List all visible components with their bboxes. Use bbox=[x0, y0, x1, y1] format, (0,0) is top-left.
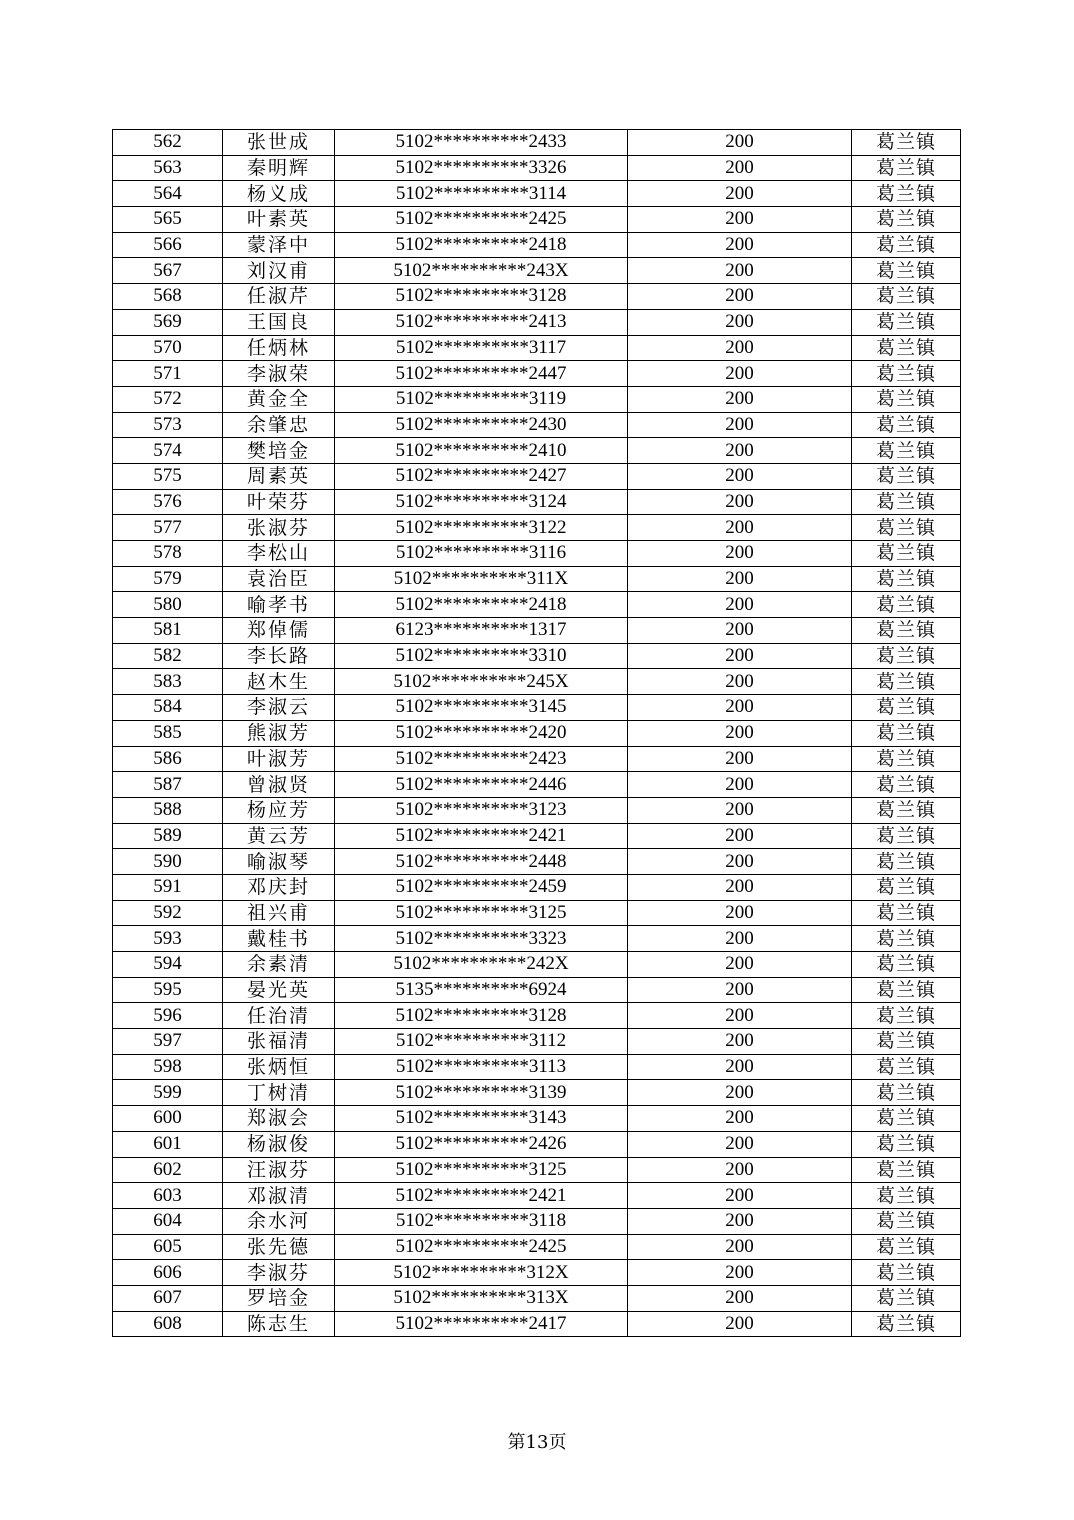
town-cell: 葛兰镇 bbox=[852, 823, 961, 849]
row-number-cell: 602 bbox=[113, 1157, 223, 1183]
town-cell: 葛兰镇 bbox=[852, 720, 961, 746]
row-number-cell: 594 bbox=[113, 952, 223, 978]
town-cell: 葛兰镇 bbox=[852, 618, 961, 644]
town-cell: 葛兰镇 bbox=[852, 412, 961, 438]
id-number-cell: 6123**********1317 bbox=[335, 618, 628, 644]
name-cell: 秦明辉 bbox=[223, 155, 335, 181]
table-row bbox=[113, 181, 961, 207]
table-row bbox=[113, 309, 961, 335]
row-number-cell: 589 bbox=[113, 823, 223, 849]
town-cell: 葛兰镇 bbox=[852, 900, 961, 926]
id-number-cell: 5102**********2413 bbox=[335, 309, 628, 335]
row-number-cell: 591 bbox=[113, 874, 223, 900]
town-cell: 葛兰镇 bbox=[852, 207, 961, 233]
town-cell: 葛兰镇 bbox=[852, 386, 961, 412]
name-cell: 杨应芳 bbox=[223, 797, 335, 823]
table-row bbox=[113, 926, 961, 952]
town-cell: 葛兰镇 bbox=[852, 772, 961, 798]
id-number-cell: 5102**********243X bbox=[335, 258, 628, 284]
table-row bbox=[113, 386, 961, 412]
id-number-cell: 5102**********3116 bbox=[335, 541, 628, 567]
amount-cell: 200 bbox=[628, 797, 852, 823]
row-number-cell: 584 bbox=[113, 695, 223, 721]
town-cell: 葛兰镇 bbox=[852, 874, 961, 900]
table-row bbox=[113, 489, 961, 515]
row-number-cell: 575 bbox=[113, 463, 223, 489]
town-cell: 葛兰镇 bbox=[852, 1157, 961, 1183]
table-row bbox=[113, 592, 961, 618]
row-number-cell: 572 bbox=[113, 386, 223, 412]
row-number-cell: 576 bbox=[113, 489, 223, 515]
name-cell: 袁治臣 bbox=[223, 566, 335, 592]
id-number-cell: 5102**********2433 bbox=[335, 130, 628, 156]
table-row bbox=[113, 232, 961, 258]
amount-cell: 200 bbox=[628, 900, 852, 926]
table-row bbox=[113, 618, 961, 644]
name-cell: 任治清 bbox=[223, 1003, 335, 1029]
roster-body bbox=[113, 130, 961, 1337]
amount-cell: 200 bbox=[628, 926, 852, 952]
town-cell: 葛兰镇 bbox=[852, 335, 961, 361]
table-row bbox=[113, 1311, 961, 1337]
id-number-cell: 5102**********3139 bbox=[335, 1080, 628, 1106]
amount-cell: 200 bbox=[628, 823, 852, 849]
id-number-cell: 5102**********2427 bbox=[335, 463, 628, 489]
name-cell: 余素清 bbox=[223, 952, 335, 978]
row-number-cell: 586 bbox=[113, 746, 223, 772]
name-cell: 刘汉甫 bbox=[223, 258, 335, 284]
town-cell: 葛兰镇 bbox=[852, 1054, 961, 1080]
table-row bbox=[113, 1080, 961, 1106]
name-cell: 丁树清 bbox=[223, 1080, 335, 1106]
row-number-cell: 608 bbox=[113, 1311, 223, 1337]
table-row bbox=[113, 566, 961, 592]
town-cell: 葛兰镇 bbox=[852, 592, 961, 618]
id-number-cell: 5102**********2448 bbox=[335, 849, 628, 875]
row-number-cell: 562 bbox=[113, 130, 223, 156]
table-row bbox=[113, 284, 961, 310]
town-cell: 葛兰镇 bbox=[852, 1080, 961, 1106]
amount-cell: 200 bbox=[628, 1234, 852, 1260]
town-cell: 葛兰镇 bbox=[852, 566, 961, 592]
amount-cell: 200 bbox=[628, 772, 852, 798]
id-number-cell: 5102**********2418 bbox=[335, 232, 628, 258]
row-number-cell: 604 bbox=[113, 1208, 223, 1234]
name-cell: 喻孝书 bbox=[223, 592, 335, 618]
id-number-cell: 5102**********2423 bbox=[335, 746, 628, 772]
row-number-cell: 578 bbox=[113, 541, 223, 567]
name-cell: 王国良 bbox=[223, 309, 335, 335]
row-number-cell: 601 bbox=[113, 1131, 223, 1157]
name-cell: 周素英 bbox=[223, 463, 335, 489]
id-number-cell: 5102**********313X bbox=[335, 1285, 628, 1311]
row-number-cell: 573 bbox=[113, 412, 223, 438]
name-cell: 叶淑芳 bbox=[223, 746, 335, 772]
id-number-cell: 5102**********3123 bbox=[335, 797, 628, 823]
name-cell: 郑淑会 bbox=[223, 1106, 335, 1132]
id-number-cell: 5102**********2410 bbox=[335, 438, 628, 464]
name-cell: 赵木生 bbox=[223, 669, 335, 695]
id-number-cell: 5102**********3113 bbox=[335, 1054, 628, 1080]
table-row bbox=[113, 1054, 961, 1080]
amount-cell: 200 bbox=[628, 438, 852, 464]
amount-cell: 200 bbox=[628, 1285, 852, 1311]
id-number-cell: 5102**********2417 bbox=[335, 1311, 628, 1337]
table-row bbox=[113, 1285, 961, 1311]
table-row bbox=[113, 669, 961, 695]
table-row bbox=[113, 1003, 961, 1029]
table-row bbox=[113, 130, 961, 156]
name-cell: 任淑芹 bbox=[223, 284, 335, 310]
id-number-cell: 5102**********242X bbox=[335, 952, 628, 978]
town-cell: 葛兰镇 bbox=[852, 463, 961, 489]
name-cell: 曾淑贤 bbox=[223, 772, 335, 798]
town-cell: 葛兰镇 bbox=[852, 1003, 961, 1029]
table-row bbox=[113, 515, 961, 541]
id-number-cell: 5102**********2421 bbox=[335, 1183, 628, 1209]
row-number-cell: 590 bbox=[113, 849, 223, 875]
row-number-cell: 593 bbox=[113, 926, 223, 952]
name-cell: 樊培金 bbox=[223, 438, 335, 464]
amount-cell: 200 bbox=[628, 207, 852, 233]
amount-cell: 200 bbox=[628, 181, 852, 207]
row-number-cell: 570 bbox=[113, 335, 223, 361]
name-cell: 晏光英 bbox=[223, 977, 335, 1003]
amount-cell: 200 bbox=[628, 386, 852, 412]
name-cell: 喻淑琴 bbox=[223, 849, 335, 875]
row-number-cell: 571 bbox=[113, 361, 223, 387]
town-cell: 葛兰镇 bbox=[852, 797, 961, 823]
table-row bbox=[113, 412, 961, 438]
row-number-cell: 596 bbox=[113, 1003, 223, 1029]
id-number-cell: 5102**********2447 bbox=[335, 361, 628, 387]
amount-cell: 200 bbox=[628, 515, 852, 541]
town-cell: 葛兰镇 bbox=[852, 1029, 961, 1055]
town-cell: 葛兰镇 bbox=[852, 1131, 961, 1157]
row-number-cell: 592 bbox=[113, 900, 223, 926]
table-row bbox=[113, 952, 961, 978]
amount-cell: 200 bbox=[628, 1260, 852, 1286]
name-cell: 叶荣芬 bbox=[223, 489, 335, 515]
id-number-cell: 5102**********2430 bbox=[335, 412, 628, 438]
amount-cell: 200 bbox=[628, 592, 852, 618]
id-number-cell: 5102**********3310 bbox=[335, 643, 628, 669]
row-number-cell: 585 bbox=[113, 720, 223, 746]
row-number-cell: 574 bbox=[113, 438, 223, 464]
name-cell: 郑倬儒 bbox=[223, 618, 335, 644]
row-number-cell: 565 bbox=[113, 207, 223, 233]
row-number-cell: 567 bbox=[113, 258, 223, 284]
row-number-cell: 569 bbox=[113, 309, 223, 335]
row-number-cell: 600 bbox=[113, 1106, 223, 1132]
row-number-cell: 603 bbox=[113, 1183, 223, 1209]
table-row bbox=[113, 823, 961, 849]
table-row bbox=[113, 797, 961, 823]
name-cell: 任炳林 bbox=[223, 335, 335, 361]
amount-cell: 200 bbox=[628, 643, 852, 669]
name-cell: 祖兴甫 bbox=[223, 900, 335, 926]
name-cell: 李长路 bbox=[223, 643, 335, 669]
town-cell: 葛兰镇 bbox=[852, 361, 961, 387]
row-number-cell: 598 bbox=[113, 1054, 223, 1080]
table-row bbox=[113, 155, 961, 181]
id-number-cell: 5102**********2418 bbox=[335, 592, 628, 618]
row-number-cell: 568 bbox=[113, 284, 223, 310]
amount-cell: 200 bbox=[628, 1311, 852, 1337]
town-cell: 葛兰镇 bbox=[852, 284, 961, 310]
id-number-cell: 5102**********2420 bbox=[335, 720, 628, 746]
amount-cell: 200 bbox=[628, 1157, 852, 1183]
row-number-cell: 577 bbox=[113, 515, 223, 541]
table-row bbox=[113, 849, 961, 875]
amount-cell: 200 bbox=[628, 1106, 852, 1132]
amount-cell: 200 bbox=[628, 335, 852, 361]
town-cell: 葛兰镇 bbox=[852, 746, 961, 772]
id-number-cell: 5102**********3124 bbox=[335, 489, 628, 515]
town-cell: 葛兰镇 bbox=[852, 489, 961, 515]
amount-cell: 200 bbox=[628, 463, 852, 489]
id-number-cell: 5102**********2421 bbox=[335, 823, 628, 849]
id-number-cell: 5102**********312X bbox=[335, 1260, 628, 1286]
roster-table bbox=[112, 129, 961, 1337]
town-cell: 葛兰镇 bbox=[852, 258, 961, 284]
town-cell: 葛兰镇 bbox=[852, 1234, 961, 1260]
town-cell: 葛兰镇 bbox=[852, 952, 961, 978]
amount-cell: 200 bbox=[628, 155, 852, 181]
table-row bbox=[113, 1029, 961, 1055]
town-cell: 葛兰镇 bbox=[852, 130, 961, 156]
amount-cell: 200 bbox=[628, 874, 852, 900]
row-number-cell: 599 bbox=[113, 1080, 223, 1106]
table-row bbox=[113, 1131, 961, 1157]
town-cell: 葛兰镇 bbox=[852, 309, 961, 335]
table-row bbox=[113, 695, 961, 721]
amount-cell: 200 bbox=[628, 541, 852, 567]
id-number-cell: 5102**********3118 bbox=[335, 1208, 628, 1234]
name-cell: 余水河 bbox=[223, 1208, 335, 1234]
amount-cell: 200 bbox=[628, 130, 852, 156]
town-cell: 葛兰镇 bbox=[852, 1183, 961, 1209]
town-cell: 葛兰镇 bbox=[852, 155, 961, 181]
amount-cell: 200 bbox=[628, 618, 852, 644]
row-number-cell: 581 bbox=[113, 618, 223, 644]
town-cell: 葛兰镇 bbox=[852, 541, 961, 567]
row-number-cell: 597 bbox=[113, 1029, 223, 1055]
amount-cell: 200 bbox=[628, 1003, 852, 1029]
name-cell: 张淑芬 bbox=[223, 515, 335, 541]
amount-cell: 200 bbox=[628, 669, 852, 695]
amount-cell: 200 bbox=[628, 1131, 852, 1157]
amount-cell: 200 bbox=[628, 284, 852, 310]
id-number-cell: 5102**********3117 bbox=[335, 335, 628, 361]
town-cell: 葛兰镇 bbox=[852, 438, 961, 464]
amount-cell: 200 bbox=[628, 489, 852, 515]
table-row bbox=[113, 1106, 961, 1132]
amount-cell: 200 bbox=[628, 849, 852, 875]
name-cell: 张炳恒 bbox=[223, 1054, 335, 1080]
table-row bbox=[113, 463, 961, 489]
name-cell: 陈志生 bbox=[223, 1311, 335, 1337]
town-cell: 葛兰镇 bbox=[852, 232, 961, 258]
row-number-cell: 566 bbox=[113, 232, 223, 258]
row-number-cell: 606 bbox=[113, 1260, 223, 1286]
id-number-cell: 5102**********2426 bbox=[335, 1131, 628, 1157]
id-number-cell: 5102**********311X bbox=[335, 566, 628, 592]
name-cell: 杨淑俊 bbox=[223, 1131, 335, 1157]
name-cell: 罗培金 bbox=[223, 1285, 335, 1311]
amount-cell: 200 bbox=[628, 309, 852, 335]
row-number-cell: 605 bbox=[113, 1234, 223, 1260]
town-cell: 葛兰镇 bbox=[852, 669, 961, 695]
town-cell: 葛兰镇 bbox=[852, 926, 961, 952]
amount-cell: 200 bbox=[628, 1029, 852, 1055]
id-number-cell: 5102**********3326 bbox=[335, 155, 628, 181]
town-cell: 葛兰镇 bbox=[852, 1106, 961, 1132]
name-cell: 黄金全 bbox=[223, 386, 335, 412]
name-cell: 熊淑芳 bbox=[223, 720, 335, 746]
town-cell: 葛兰镇 bbox=[852, 1260, 961, 1286]
id-number-cell: 5102**********2425 bbox=[335, 1234, 628, 1260]
id-number-cell: 5102**********2459 bbox=[335, 874, 628, 900]
amount-cell: 200 bbox=[628, 412, 852, 438]
amount-cell: 200 bbox=[628, 232, 852, 258]
name-cell: 汪淑芬 bbox=[223, 1157, 335, 1183]
amount-cell: 200 bbox=[628, 1054, 852, 1080]
table-row bbox=[113, 1157, 961, 1183]
row-number-cell: 564 bbox=[113, 181, 223, 207]
name-cell: 李淑芬 bbox=[223, 1260, 335, 1286]
table-row bbox=[113, 1208, 961, 1234]
amount-cell: 200 bbox=[628, 1208, 852, 1234]
row-number-cell: 583 bbox=[113, 669, 223, 695]
table-row bbox=[113, 361, 961, 387]
id-number-cell: 5102**********3128 bbox=[335, 284, 628, 310]
amount-cell: 200 bbox=[628, 695, 852, 721]
table-row bbox=[113, 720, 961, 746]
id-number-cell: 5102**********3128 bbox=[335, 1003, 628, 1029]
name-cell: 李淑云 bbox=[223, 695, 335, 721]
name-cell: 张世成 bbox=[223, 130, 335, 156]
id-number-cell: 5102**********2446 bbox=[335, 772, 628, 798]
id-number-cell: 5102**********245X bbox=[335, 669, 628, 695]
amount-cell: 200 bbox=[628, 566, 852, 592]
table-row bbox=[113, 772, 961, 798]
table-row bbox=[113, 1183, 961, 1209]
name-cell: 蒙泽中 bbox=[223, 232, 335, 258]
name-cell: 戴桂书 bbox=[223, 926, 335, 952]
name-cell: 邓淑清 bbox=[223, 1183, 335, 1209]
name-cell: 张先德 bbox=[223, 1234, 335, 1260]
id-number-cell: 5102**********3145 bbox=[335, 695, 628, 721]
row-number-cell: 580 bbox=[113, 592, 223, 618]
table-row bbox=[113, 977, 961, 1003]
row-number-cell: 595 bbox=[113, 977, 223, 1003]
town-cell: 葛兰镇 bbox=[852, 643, 961, 669]
amount-cell: 200 bbox=[628, 1183, 852, 1209]
table-row bbox=[113, 258, 961, 284]
table-row bbox=[113, 900, 961, 926]
table-row bbox=[113, 746, 961, 772]
name-cell: 杨义成 bbox=[223, 181, 335, 207]
table-row bbox=[113, 335, 961, 361]
town-cell: 葛兰镇 bbox=[852, 1208, 961, 1234]
table-row bbox=[113, 207, 961, 233]
row-number-cell: 587 bbox=[113, 772, 223, 798]
table-row bbox=[113, 874, 961, 900]
town-cell: 葛兰镇 bbox=[852, 515, 961, 541]
row-number-cell: 582 bbox=[113, 643, 223, 669]
table-row bbox=[113, 438, 961, 464]
name-cell: 余肇忠 bbox=[223, 412, 335, 438]
town-cell: 葛兰镇 bbox=[852, 849, 961, 875]
table-row bbox=[113, 1260, 961, 1286]
town-cell: 葛兰镇 bbox=[852, 1311, 961, 1337]
row-number-cell: 607 bbox=[113, 1285, 223, 1311]
name-cell: 李松山 bbox=[223, 541, 335, 567]
name-cell: 李淑荣 bbox=[223, 361, 335, 387]
row-number-cell: 588 bbox=[113, 797, 223, 823]
id-number-cell: 5102**********3122 bbox=[335, 515, 628, 541]
town-cell: 葛兰镇 bbox=[852, 181, 961, 207]
name-cell: 叶素英 bbox=[223, 207, 335, 233]
id-number-cell: 5102**********3125 bbox=[335, 900, 628, 926]
name-cell: 黄云芳 bbox=[223, 823, 335, 849]
town-cell: 葛兰镇 bbox=[852, 695, 961, 721]
table-row bbox=[113, 643, 961, 669]
id-number-cell: 5102**********3119 bbox=[335, 386, 628, 412]
page-number: 第13页 bbox=[507, 1432, 567, 1453]
row-number-cell: 579 bbox=[113, 566, 223, 592]
name-cell: 张福清 bbox=[223, 1029, 335, 1055]
town-cell: 葛兰镇 bbox=[852, 1285, 961, 1311]
amount-cell: 200 bbox=[628, 977, 852, 1003]
id-number-cell: 5135**********6924 bbox=[335, 977, 628, 1003]
id-number-cell: 5102**********3112 bbox=[335, 1029, 628, 1055]
table-row bbox=[113, 541, 961, 567]
amount-cell: 200 bbox=[628, 258, 852, 284]
amount-cell: 200 bbox=[628, 746, 852, 772]
row-number-cell: 563 bbox=[113, 155, 223, 181]
id-number-cell: 5102**********3323 bbox=[335, 926, 628, 952]
name-cell: 邓庆封 bbox=[223, 874, 335, 900]
amount-cell: 200 bbox=[628, 952, 852, 978]
id-number-cell: 5102**********2425 bbox=[335, 207, 628, 233]
id-number-cell: 5102**********3143 bbox=[335, 1106, 628, 1132]
amount-cell: 200 bbox=[628, 361, 852, 387]
amount-cell: 200 bbox=[628, 720, 852, 746]
id-number-cell: 5102**********3114 bbox=[335, 181, 628, 207]
town-cell: 葛兰镇 bbox=[852, 977, 961, 1003]
table-row bbox=[113, 1234, 961, 1260]
amount-cell: 200 bbox=[628, 1080, 852, 1106]
id-number-cell: 5102**********3125 bbox=[335, 1157, 628, 1183]
